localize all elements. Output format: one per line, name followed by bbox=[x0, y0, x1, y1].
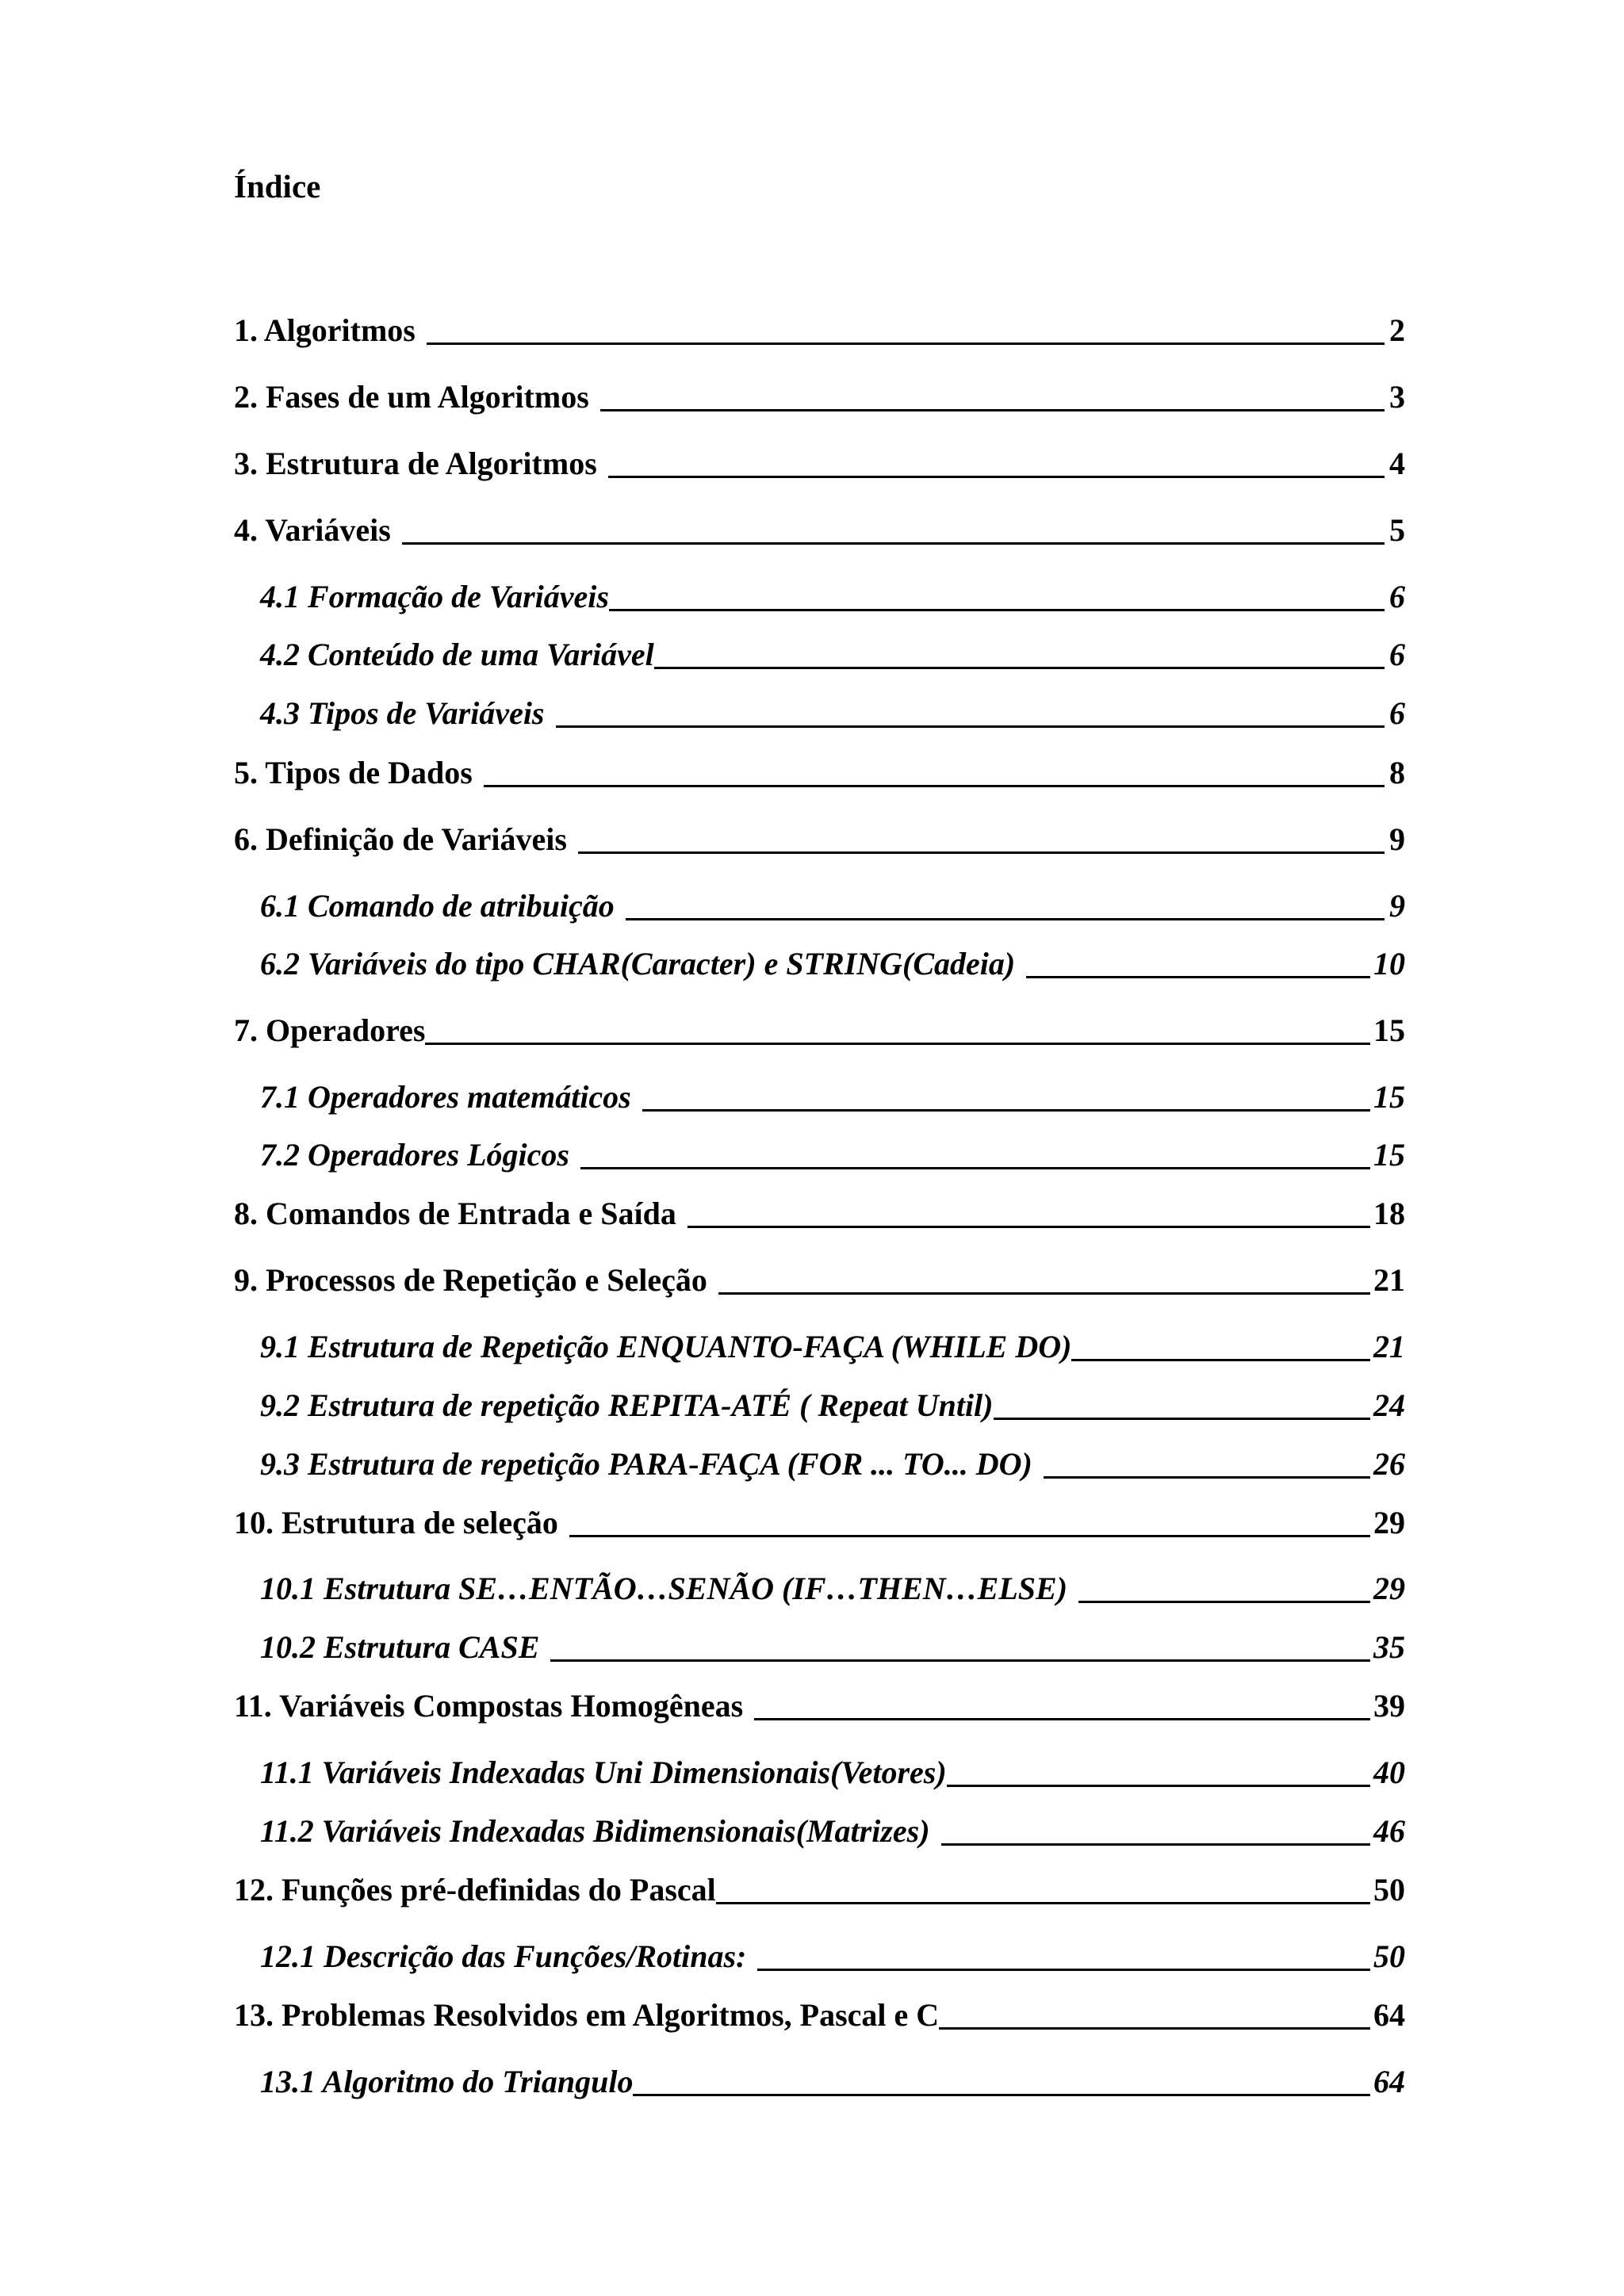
toc-entry-label: 13. Problemas Resolvidos em Algoritmos, Pascal e C bbox=[234, 1997, 940, 2033]
toc-entry-label: 11.2 Variáveis Indexadas Bidimensionais(Matrizes) bbox=[260, 1813, 930, 1849]
toc-leader-line bbox=[718, 1292, 1370, 1295]
toc-leader-line bbox=[427, 342, 1385, 345]
toc-page-number: 35 bbox=[1373, 1629, 1405, 1665]
toc-leader-line bbox=[633, 2094, 1370, 2096]
toc-entry-label: 13.1 Algoritmo do Triangulo bbox=[260, 2064, 634, 2099]
toc-page-number: 2 bbox=[1389, 312, 1405, 348]
toc-leader-line bbox=[1026, 976, 1370, 978]
toc-entry-label: 9. Processos de Repetição e Seleção bbox=[234, 1262, 707, 1298]
toc-entry bbox=[234, 757, 1405, 789]
toc-leader-line bbox=[1071, 1359, 1370, 1361]
toc-leader-line bbox=[580, 1167, 1370, 1169]
toc-entry bbox=[260, 1629, 1405, 1665]
toc-page-number: 15 bbox=[1373, 1079, 1405, 1115]
toc-leader-line bbox=[402, 542, 1385, 545]
toc-entry-label: 11.1 Variáveis Indexadas Uni Dimensionais(Vetores) bbox=[260, 1755, 947, 1790]
toc-entry bbox=[234, 312, 1405, 348]
toc-entry-label: 7.2 Operadores Lógicos bbox=[260, 1137, 569, 1173]
toc-entry-label: 9.3 Estrutura de repetição PARA-FAÇA (FOR ... TO... DO) bbox=[260, 1446, 1032, 1482]
toc-leader-line bbox=[578, 851, 1385, 854]
toc-page-number: 29 bbox=[1373, 1571, 1405, 1606]
toc-entry bbox=[234, 1198, 1405, 1230]
toc-page-number: 24 bbox=[1373, 1387, 1405, 1423]
toc-entry bbox=[234, 1874, 1405, 1906]
toc-entry bbox=[260, 890, 1405, 922]
toc-entry-label: 4.1 Formação de Variáveis bbox=[260, 579, 609, 614]
toc-leader-line bbox=[609, 609, 1385, 611]
toc-entry bbox=[260, 2066, 1405, 2098]
toc-page-number: 18 bbox=[1373, 1196, 1405, 1231]
toc-page-number: 29 bbox=[1373, 1505, 1405, 1540]
toc-page-number: 50 bbox=[1373, 1872, 1405, 1908]
toc-leader-line bbox=[947, 1785, 1370, 1787]
toc-page-number: 6 bbox=[1389, 637, 1405, 672]
toc-leader-line bbox=[716, 1902, 1370, 1904]
toc-leader-line bbox=[994, 1418, 1371, 1420]
toc-entry bbox=[260, 695, 1405, 731]
toc-entry bbox=[234, 1690, 1405, 1722]
toc-leader-line bbox=[1044, 1476, 1370, 1479]
toc-leader-line bbox=[626, 918, 1385, 920]
toc-entry-label: 4. Variáveis bbox=[234, 512, 391, 548]
toc-entry bbox=[234, 1262, 1405, 1298]
toc-entry-label: 7. Operadores bbox=[234, 1012, 426, 1048]
toc-entry-label: 10.2 Estrutura CASE bbox=[260, 1629, 540, 1665]
toc-entry bbox=[260, 1081, 1405, 1113]
toc-leader-line bbox=[600, 409, 1385, 411]
toc-entry-label: 9.1 Estrutura de Repetição ENQUANTO-FAÇA (WHILE DO) bbox=[260, 1329, 1072, 1364]
toc-entry-label: 1. Algoritmos bbox=[234, 312, 416, 348]
toc-entry-label: 12. Funções pré-definidas do Pascal bbox=[234, 1872, 716, 1908]
toc-entry bbox=[260, 639, 1405, 671]
toc-page-number: 50 bbox=[1373, 1938, 1405, 1974]
toc-entry bbox=[260, 1139, 1405, 1171]
toc-entry-label: 6.1 Comando de atribuição bbox=[260, 888, 615, 924]
toc-entry-label: 12.1 Descrição das Funções/Rotinas: bbox=[260, 1938, 747, 1974]
toc-leader-line bbox=[569, 1535, 1370, 1537]
toc-page-number: 46 bbox=[1373, 1813, 1405, 1849]
toc-entry-label: 11. Variáveis Compostas Homogêneas bbox=[234, 1688, 744, 1724]
toc-entry bbox=[260, 1813, 1405, 1849]
page-title: Índice bbox=[234, 168, 321, 205]
toc-entry-label: 4.2 Conteúdo de uma Variável bbox=[260, 637, 654, 672]
toc-entry bbox=[260, 1331, 1405, 1363]
toc-leader-line bbox=[757, 1969, 1370, 1971]
toc-entry-label: 5. Tipos de Dados bbox=[234, 755, 473, 790]
toc-page-number: 5 bbox=[1389, 512, 1405, 548]
toc-entry bbox=[260, 1938, 1405, 1974]
toc-entry-label: 8. Comandos de Entrada e Saída bbox=[234, 1196, 676, 1231]
toc-leader-line bbox=[556, 725, 1385, 728]
toc-entry bbox=[260, 1757, 1405, 1789]
toc-entry-label: 6. Definição de Variáveis bbox=[234, 821, 567, 857]
toc-entry-label: 3. Estrutura de Algoritmos bbox=[234, 446, 597, 481]
toc-entry bbox=[260, 581, 1405, 613]
toc-leader-line bbox=[939, 2027, 1370, 2030]
toc-leader-line bbox=[654, 667, 1385, 669]
toc-entry-label: 4.3 Tipos de Variáveis bbox=[260, 695, 545, 731]
toc-page-number: 6 bbox=[1389, 579, 1405, 614]
toc-page-number: 10 bbox=[1373, 946, 1405, 982]
toc-leader-line bbox=[642, 1109, 1370, 1112]
toc-entry bbox=[260, 1573, 1405, 1605]
toc-entry-label: 2. Fases de um Algoritmos bbox=[234, 379, 589, 415]
toc-page-number: 21 bbox=[1373, 1262, 1405, 1298]
toc-leader-line bbox=[484, 785, 1385, 787]
toc-leader-line bbox=[688, 1226, 1370, 1228]
toc-entry-label: 10.1 Estrutura SE…ENTÃO…SENÃO (IF…THEN…ELSE) bbox=[260, 1571, 1068, 1606]
toc-entry bbox=[234, 512, 1405, 548]
toc-entry bbox=[234, 1507, 1405, 1539]
toc-page-number: 9 bbox=[1389, 888, 1405, 924]
toc-page-number: 64 bbox=[1373, 1997, 1405, 2033]
toc-leader-line bbox=[1078, 1601, 1370, 1603]
toc-entry bbox=[234, 1012, 1405, 1048]
toc-leader-line bbox=[941, 1843, 1370, 1846]
toc-page-number: 6 bbox=[1389, 695, 1405, 731]
toc-page-number: 64 bbox=[1373, 2064, 1405, 2099]
toc-entry-label: 6.2 Variáveis do tipo CHAR(Caracter) e STRING(Cadeia) bbox=[260, 946, 1016, 982]
toc-leader-line bbox=[550, 1659, 1370, 1662]
toc-entry bbox=[234, 1999, 1405, 2031]
toc-entry bbox=[234, 448, 1405, 480]
toc-leader-line bbox=[608, 476, 1385, 478]
toc-entry bbox=[260, 1448, 1405, 1480]
toc-page-number: 3 bbox=[1389, 379, 1405, 415]
toc-entry-label: 7.1 Operadores matemáticos bbox=[260, 1079, 631, 1115]
toc-page-number: 15 bbox=[1373, 1012, 1405, 1048]
toc-page-number: 26 bbox=[1373, 1446, 1405, 1482]
toc-page-number: 4 bbox=[1389, 446, 1405, 481]
toc-leader-line bbox=[754, 1718, 1370, 1720]
toc-leader-line bbox=[425, 1043, 1370, 1045]
toc-entry bbox=[260, 1387, 1405, 1423]
toc-entry bbox=[234, 821, 1405, 857]
toc-entry bbox=[234, 381, 1405, 413]
toc-page-number: 39 bbox=[1373, 1688, 1405, 1724]
toc-page-number: 21 bbox=[1373, 1329, 1405, 1364]
toc-page-number: 9 bbox=[1389, 821, 1405, 857]
toc-page-number: 8 bbox=[1389, 755, 1405, 790]
toc-entry bbox=[260, 948, 1405, 980]
toc-page-number: 15 bbox=[1373, 1137, 1405, 1173]
toc-entry-label: 10. Estrutura de seleção bbox=[234, 1505, 558, 1540]
toc-entry-label: 9.2 Estrutura de repetição REPITA-ATÉ ( Repeat Until) bbox=[260, 1387, 994, 1423]
toc-page-number: 40 bbox=[1373, 1755, 1405, 1790]
